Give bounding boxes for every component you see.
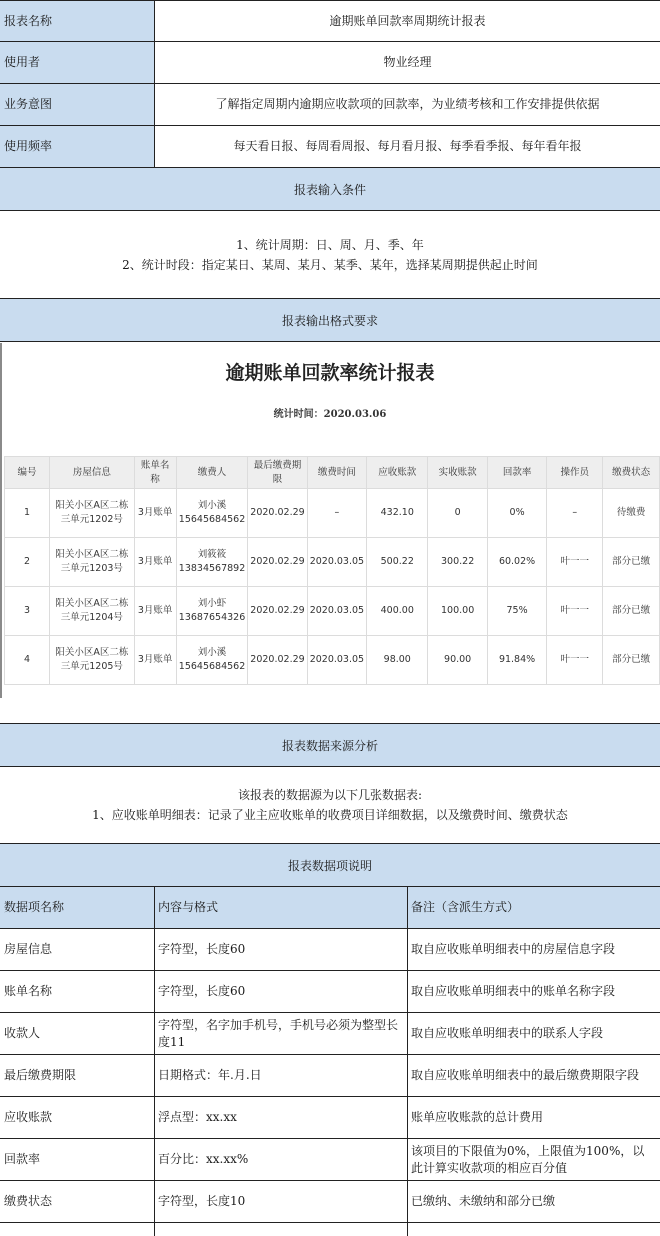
info-row-frequency — [0, 126, 660, 168]
items-row — [0, 1055, 660, 1097]
source-section-title: 报表数据来源分析 — [0, 724, 660, 767]
items-row — [0, 929, 660, 971]
report-cell-house — [50, 636, 134, 685]
report-cell-operator: 叶一一 — [547, 587, 603, 636]
items-header-row — [0, 887, 660, 929]
report-header-cell: 编号 — [5, 457, 50, 489]
payer-phone: 13687654326 — [178, 612, 246, 623]
report-cell-rate: 60.02% — [487, 538, 546, 587]
item-format: 字符型，长度60 — [155, 929, 408, 970]
report-cell-status: 部分已缴 — [603, 538, 660, 587]
item-name: 缴费状态 — [0, 1181, 155, 1222]
report-cell-operator: – — [547, 489, 603, 538]
info-label: 报表名称 — [0, 1, 155, 41]
input-section-title: 报表输入条件 — [0, 168, 660, 211]
report-cell-receivable: 500.22 — [367, 538, 428, 587]
report-header-cell: 缴费人 — [176, 457, 248, 489]
report-cell-paytime: 2020.03.05 — [307, 538, 366, 587]
payer-name: 刘小虾 — [197, 598, 227, 609]
report-cell-rate: 0% — [487, 489, 546, 538]
report-header-cell: 房屋信息 — [50, 457, 134, 489]
info-value: 了解指定周期内逾期应收款项的回款率，为业绩考核和工作安排提供依据 — [215, 97, 600, 111]
report-cell-deadline: 2020.02.29 — [248, 636, 307, 685]
report-cell-receivable: 400.00 — [367, 587, 428, 636]
item-name: 收款人 — [0, 1013, 155, 1054]
info-value: 每天看日报、每周看周报、每月看月报、每季看季报、每年看年报 — [233, 139, 582, 153]
items-header-name: 数据项名称 — [0, 887, 155, 928]
payer-phone: 15645684562 — [178, 661, 246, 672]
report-row — [5, 489, 660, 538]
report-cell-house — [50, 587, 134, 636]
item-format: 字符型，长度10 — [155, 1181, 408, 1222]
input-line: 1、统计周期：日、周、月、季、年 — [236, 237, 424, 252]
report-row — [5, 538, 660, 587]
source-section-body — [0, 767, 660, 844]
input-line: 2、统计时段：指定某日、某周、某月、某季、某年，选择某周期提供起止时间 — [122, 257, 538, 272]
items-row — [0, 1013, 660, 1055]
item-note: 取自应收账单明细表中的联系人字段 — [411, 1026, 604, 1040]
item-format: 浮点型：xx.xx — [155, 1097, 408, 1138]
item-note: 该项目的下限值为0%，上限值为100%，以此计算实收款项的相应百分值 — [411, 1143, 645, 1175]
report-cell-payer — [176, 636, 248, 685]
report-table-wrap — [0, 343, 660, 698]
report-row — [5, 636, 660, 685]
report-row — [5, 587, 660, 636]
report-cell-received: 100.00 — [428, 587, 487, 636]
report-table — [4, 456, 660, 685]
report-cell-paytime: 2020.03.05 — [307, 636, 366, 685]
report-header-row — [5, 457, 660, 489]
report-cell-paytime: – — [307, 489, 366, 538]
report-cell-status: 部分已缴 — [603, 636, 660, 685]
items-header-note: 备注（含派生方式） — [408, 887, 660, 928]
report-header-cell: 账单名称 — [134, 457, 176, 489]
report-cell-status: 待缴费 — [603, 489, 660, 538]
payer-name: 刘小溪 — [197, 500, 227, 511]
item-note: 账单应收账款的总计费用 — [411, 1110, 544, 1124]
report-cell-house — [50, 489, 134, 538]
items-row — [0, 1097, 660, 1139]
item-note: 取自应收账单明细表中的账单名称字段 — [411, 984, 616, 998]
report-header-cell: 回款率 — [487, 457, 546, 489]
payer-phone: 15645684562 — [178, 514, 246, 525]
payer-name: 刘筱筱 — [197, 549, 227, 560]
payer-phone: 13834567892 — [178, 563, 246, 574]
info-row-report-name — [0, 0, 660, 42]
house-line: 三单元1203号 — [60, 563, 123, 574]
report-cell-rate: 75% — [487, 587, 546, 636]
house-line: 阳关小区A区二栋 — [55, 598, 129, 609]
report-cell-operator: 叶一一 — [547, 538, 603, 587]
report-cell-deadline: 2020.02.29 — [248, 489, 307, 538]
house-line: 三单元1204号 — [60, 612, 123, 623]
info-value: 逾期账单回款率周期统计报表 — [329, 13, 486, 28]
item-note: 已缴纳、未缴纳和部分已缴 — [411, 1194, 556, 1208]
report-cell-no: 2 — [5, 538, 50, 587]
report-cell-deadline: 2020.02.29 — [248, 587, 307, 636]
item-format: 字符型，名字加手机号，手机号必须为整型长度11 — [155, 1013, 408, 1054]
report-cell-no: 4 — [5, 636, 50, 685]
items-row — [0, 1181, 660, 1223]
source-line: 1、应收账单明细表：记录了业主应收账单的收费项目详细数据，以及缴费时间、缴费状态 — [92, 808, 568, 822]
items-row — [0, 1139, 660, 1181]
item-name: 回款率 — [0, 1139, 155, 1180]
report-header-cell: 最后缴费期限 — [248, 457, 307, 489]
report-cell-deadline: 2020.02.29 — [248, 538, 307, 587]
report-header-cell: 应收账款 — [367, 457, 428, 489]
report-header-cell: 缴费时间 — [307, 457, 366, 489]
house-line: 阳关小区A区二栋 — [55, 500, 129, 511]
report-cell-receivable: 98.00 — [367, 636, 428, 685]
house-line: 阳关小区A区二栋 — [55, 647, 129, 658]
report-time: 统计时间：2020.03.06 — [273, 409, 387, 420]
report-cell-receivable: 432.10 — [367, 489, 428, 538]
report-cell-bill: 3月账单 — [134, 489, 176, 538]
item-name: 账单名称 — [0, 971, 155, 1012]
items-section-title: 报表数据项说明 — [0, 844, 660, 887]
item-format: 日期格式：年.月.日 — [155, 1055, 408, 1096]
payer-name: 刘小溪 — [197, 647, 227, 658]
report-cell-house — [50, 538, 134, 587]
report-cell-received: 90.00 — [428, 636, 487, 685]
source-line: 该报表的数据源为以下几张数据表: — [237, 788, 423, 802]
input-section-body — [0, 211, 660, 299]
report-cell-status: 部分已缴 — [603, 587, 660, 636]
item-name: 房屋信息 — [0, 929, 155, 970]
report-cell-rate: 91.84% — [487, 636, 546, 685]
item-name: 最后缴费期限 — [0, 1055, 155, 1096]
info-label: 使用者 — [0, 42, 155, 83]
info-label: 使用频率 — [0, 126, 155, 167]
item-name: 应收账款 — [0, 1097, 155, 1138]
report-cell-no: 1 — [5, 489, 50, 538]
house-line: 三单元1202号 — [60, 514, 123, 525]
report-cell-payer — [176, 587, 248, 636]
info-row-user — [0, 42, 660, 84]
info-row-intent — [0, 84, 660, 126]
report-cell-received: 0 — [428, 489, 487, 538]
items-header-format: 内容与格式 — [155, 887, 408, 928]
report-cell-no: 3 — [5, 587, 50, 636]
item-format: 百分比：xx.xx% — [155, 1139, 408, 1180]
item-note: 取自应收账单明细表中的房屋信息字段 — [411, 942, 616, 956]
report-header-cell: 缴费状态 — [603, 457, 660, 489]
info-label: 业务意图 — [0, 84, 155, 125]
report-cell-payer — [176, 538, 248, 587]
report-header-cell: 实收账款 — [428, 457, 487, 489]
report-cell-bill: 3月账单 — [134, 636, 176, 685]
items-row-partial — [0, 1223, 660, 1236]
report-title: 逾期账单回款率统计报表 — [225, 362, 435, 384]
item-note: 取自应收账单明细表中的最后缴费期限字段 — [411, 1068, 640, 1082]
output-section-title: 报表输出格式要求 — [0, 299, 660, 342]
report-cell-bill: 3月账单 — [134, 587, 176, 636]
item-format-empty — [155, 1223, 408, 1236]
report-cell-operator: 叶一一 — [547, 636, 603, 685]
info-value: 物业经理 — [383, 55, 432, 69]
report-header-cell: 操作员 — [547, 457, 603, 489]
house-line: 三单元1205号 — [60, 661, 123, 672]
item-name-empty — [0, 1223, 155, 1236]
report-cell-received: 300.22 — [428, 538, 487, 587]
item-note-empty — [408, 1223, 660, 1236]
report-cell-payer — [176, 489, 248, 538]
output-section-spacer — [0, 698, 660, 724]
report-cell-paytime: 2020.03.05 — [307, 587, 366, 636]
items-row — [0, 971, 660, 1013]
item-format: 字符型，长度60 — [155, 971, 408, 1012]
house-line: 阳关小区A区二栋 — [55, 549, 129, 560]
report-cell-bill: 3月账单 — [134, 538, 176, 587]
